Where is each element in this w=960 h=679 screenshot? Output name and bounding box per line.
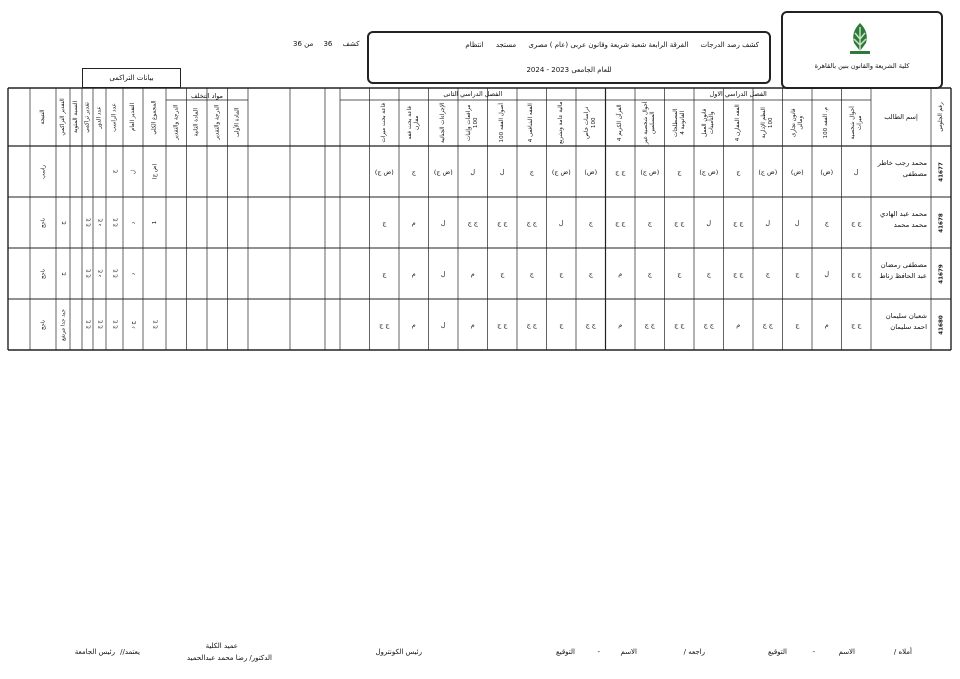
separator-2: - xyxy=(597,648,600,656)
summary-header: النتيجة xyxy=(39,109,46,125)
term2-grade-cell: م xyxy=(411,320,416,329)
summary-cell: ج د xyxy=(130,320,136,329)
term2-grade-cell: ج ج xyxy=(585,320,596,329)
term1-grade-cell: م xyxy=(736,320,741,329)
term1-subject-header: القرآن الكريم 4 xyxy=(616,104,623,141)
term2-grade-cell: ج xyxy=(411,167,416,176)
term2-subject-header: الفقه الشافعى 4 xyxy=(528,102,535,143)
summary-cell xyxy=(70,248,82,299)
term1-subject-header: م. الفقه 100 xyxy=(823,106,830,139)
term1-grade-cell: ل xyxy=(794,218,800,227)
dean-name: الدكتور/ رضا محمد عبدالحميد xyxy=(186,654,272,662)
summary-cell: ل xyxy=(130,169,136,174)
term2-grade-cell: ل xyxy=(470,167,476,176)
sheet-total: من 36 xyxy=(293,40,314,48)
term1-grade-cell: (ض) xyxy=(790,167,804,176)
summary-cell: ج xyxy=(60,271,66,276)
name-label-1: الاسم xyxy=(838,648,855,656)
summary-header: النسبة المئوية xyxy=(72,100,79,134)
term1-grade-cell: م xyxy=(824,320,829,329)
term1-grade-cell: ل xyxy=(824,269,830,278)
summary-cell: ناجح xyxy=(40,217,46,228)
carried-subject-header: المادة الثانية xyxy=(193,108,200,137)
term2-grade-cell: م xyxy=(411,218,416,227)
summary-cell: ج xyxy=(60,220,66,225)
reviewed-label: راجعه / xyxy=(683,648,705,656)
summary-cell: (ض ج) xyxy=(151,163,158,180)
summary-cell: ج ج xyxy=(96,320,103,329)
term2-header: الفصل الدراسي الثانى xyxy=(443,90,503,98)
summary-cell xyxy=(70,299,82,350)
term1-grade-cell: ج xyxy=(647,269,652,278)
summary-cell xyxy=(93,146,106,197)
term2-subject-header: أصول الفقه 100 xyxy=(498,102,505,143)
summary-cell: ج ج xyxy=(111,218,118,227)
term1-grade-cell: ج xyxy=(824,218,829,227)
term2-grade-cell: ل xyxy=(440,218,446,227)
student-name-cell: محمد رجب خاطر مصطفى xyxy=(877,159,927,178)
term1-grade-cell: (ض) xyxy=(820,167,834,176)
status-new: مستجد xyxy=(495,41,517,49)
summary-header: التقدير التراكمي xyxy=(59,98,66,136)
term1-grade-cell: ج xyxy=(795,320,800,329)
cumulative-data-box: بيانات التراكمى xyxy=(82,68,181,88)
term2-subject-header: قاعة بحث ميراث xyxy=(380,102,387,143)
sheet-title: كشف رصد الدرجات xyxy=(700,41,759,49)
seat-number-cell: 41680 xyxy=(938,314,944,335)
separator-1: - xyxy=(812,648,815,656)
summary-header: تقدير تراكمي xyxy=(84,101,90,133)
term1-grade-cell: م xyxy=(618,269,623,278)
seat-number-cell: 41677 xyxy=(938,161,944,182)
term1-subject-header: أحوال شخصية غير المسلمين xyxy=(642,101,656,144)
seat-number-header: رقم الجلوس xyxy=(937,102,944,132)
term1-grade-cell: ج xyxy=(677,167,682,176)
term2-grade-cell: ج xyxy=(382,269,387,278)
term2-subject-header: مرافعات وإثبات 100 xyxy=(465,104,479,141)
term2-subject-header: الإجراءات الجنائية xyxy=(439,102,446,143)
summary-cell: ج ج xyxy=(84,269,91,278)
sheet-label: كشف xyxy=(342,40,360,48)
sheet-number-line xyxy=(285,40,359,48)
term2-grade-cell: (ض ج) xyxy=(374,167,394,176)
term1-grade-cell: ج ج xyxy=(851,218,862,227)
summary-cell xyxy=(82,146,93,197)
term1-grade-cell: ج xyxy=(795,269,800,278)
term1-grade-cell: ل xyxy=(765,218,771,227)
term1-grade-cell: ج xyxy=(706,269,711,278)
dictated-label: أملاه / xyxy=(893,648,912,656)
term2-grade-cell: ج xyxy=(529,269,534,278)
summary-cell: ج ج xyxy=(84,320,91,329)
university-head-label: رئيس الجامعة xyxy=(74,648,115,656)
term2-subject-header: دراسات خاص 100 xyxy=(583,106,597,139)
summary-cell: ناجح xyxy=(40,319,46,330)
summary-header: عدد الدور xyxy=(96,105,102,129)
approved-label: يعتمد// xyxy=(120,648,140,656)
summary-cell: ج ج xyxy=(111,269,118,278)
term1-grade-cell: (ض ج) xyxy=(640,167,660,176)
term1-subject-header: أحوال شخصية ميراث xyxy=(849,105,863,140)
carried-subject-header: الدرجة والتقدير xyxy=(213,104,220,141)
term1-grade-cell: ج xyxy=(677,269,682,278)
term1-grade-cell: (ض ج) xyxy=(758,167,778,176)
name-label-2: الاسم xyxy=(620,648,637,656)
sheet-level: الفرقة الرابعة شعبة شريعة وقانون عربى (عام ) مصرى xyxy=(528,41,689,49)
student-name-cell: شعبان سليمان احمد سليمان xyxy=(885,312,927,331)
term2-grade-cell: ج xyxy=(559,269,564,278)
term2-grade-cell: ج xyxy=(588,218,593,227)
term2-grade-cell: ج ج xyxy=(467,218,478,227)
term2-grade-cell: ج xyxy=(382,218,387,227)
term1-grade-cell: ج ج xyxy=(733,218,744,227)
term1-grade-cell: ج ج xyxy=(733,269,744,278)
term2-subject-header: مالية عامة وتشريع xyxy=(557,101,564,144)
term2-grade-cell: ج xyxy=(500,269,505,278)
term1-header: الفصل الدراسي الاول xyxy=(709,90,767,98)
term2-grade-cell: ج ج xyxy=(379,320,390,329)
term2-grade-cell: ج xyxy=(588,269,593,278)
summary-header: المجموع الكلي xyxy=(151,99,157,135)
carried-subject-header: المادة الأولى xyxy=(234,107,241,138)
term1-grade-cell: ج ج xyxy=(703,320,714,329)
term1-grade-cell: (ض ج) xyxy=(699,167,719,176)
carried-subject-header: الدرجة والتقدير xyxy=(172,104,179,141)
signature-footer xyxy=(0,640,960,670)
control-head-label: رئيس الكونترول xyxy=(375,648,422,656)
term1-grade-cell: ج ج xyxy=(674,320,685,329)
summary-cell: د xyxy=(130,221,136,224)
term2-grade-cell: ج ج xyxy=(526,320,537,329)
summary-cell: د xyxy=(130,272,136,275)
sign-label-1: التوقيع xyxy=(768,648,787,656)
term2-grade-cell: ج ج xyxy=(497,218,508,227)
summary-cell: ج ج xyxy=(84,218,91,227)
term1-subject-header: المصطلحات القانونية 4 xyxy=(672,108,686,137)
summary-cell: ج ج xyxy=(111,320,118,329)
term1-subject-header: النظم الإدارية 100 xyxy=(760,106,774,139)
term2-grade-cell: (ض ج) xyxy=(551,167,571,176)
term1-subject-header: قانون تجارى ومالى xyxy=(790,108,804,137)
term1-grade-cell: ج xyxy=(647,218,652,227)
term1-grade-cell: ج ج xyxy=(762,320,773,329)
term1-grade-cell: ج ج xyxy=(851,269,862,278)
carried-subjects-header: مواد التخلف xyxy=(191,92,223,100)
term2-grade-cell: ل xyxy=(558,218,564,227)
term2-grade-cell: ل xyxy=(440,269,446,278)
term2-grade-cell: م xyxy=(470,320,475,329)
term1-grade-cell: ج ج xyxy=(674,218,685,227)
summary-cell: ج xyxy=(111,169,118,174)
term1-subject-header: الفقه المقارن 4 xyxy=(734,104,741,141)
status-regular: انتظام xyxy=(465,41,484,49)
summary-cell xyxy=(143,248,166,299)
term1-grade-cell: ج ج xyxy=(644,320,655,329)
term2-grade-cell: ج ج xyxy=(497,320,508,329)
summary-cell: ج د xyxy=(96,269,103,278)
summary-cell: راسب xyxy=(40,164,46,179)
term2-grade-cell: م xyxy=(470,269,475,278)
sheet-title-box xyxy=(367,31,771,84)
term2-grade-cell: (ض) xyxy=(584,167,598,176)
faculty-emblem-icon xyxy=(844,21,876,57)
term1-grade-cell: ج ج xyxy=(851,320,862,329)
student-name-cell: محمد عبد الهادي محمد محمد xyxy=(879,210,927,229)
student-name-header: إسم الطالب xyxy=(884,113,918,121)
summary-cell: ج ج xyxy=(151,320,158,329)
seat-number-cell: 41678 xyxy=(938,212,944,233)
sign-label-2: التوقيع xyxy=(556,648,575,656)
student-name-cell: مصطفى رمضان عبد الحافظ زناط xyxy=(879,261,927,280)
term2-grade-cell: ج ج xyxy=(526,218,537,227)
term1-grade-cell: ل xyxy=(853,167,859,176)
summary-cell xyxy=(70,197,82,248)
sheet-number: 36 xyxy=(323,40,333,48)
term1-grade-cell: م xyxy=(618,320,623,329)
term2-subject-header: قاعة بحث فقه مقارن xyxy=(406,105,420,140)
academic-year: للعام الجامعى 2023 - 2024 xyxy=(526,66,612,74)
summary-cell: ج د xyxy=(96,218,103,227)
term1-grade-cell: ج xyxy=(765,269,770,278)
summary-cell: جيد جدا مرتفع xyxy=(60,308,66,341)
term2-grade-cell: ل xyxy=(499,167,505,176)
faculty-logo-box xyxy=(781,11,943,89)
summary-header: التقدير العام xyxy=(129,102,136,132)
term1-grade-cell: ج ج xyxy=(615,218,626,227)
sheet-title-line xyxy=(455,41,759,49)
term1-grade-cell: ج ج xyxy=(615,167,626,176)
summary-cell xyxy=(70,146,82,197)
seat-number-cell: 41679 xyxy=(938,263,944,284)
term2-grade-cell: ج xyxy=(559,320,564,329)
term2-grade-cell: ل xyxy=(440,320,446,329)
term1-subject-header: قانون العمل والتأمينات xyxy=(701,108,715,137)
term1-grade-cell: ج xyxy=(736,167,741,176)
term1-grade-cell: ل xyxy=(706,218,712,227)
dean-title: عميد الكلية xyxy=(205,642,238,650)
summary-cell xyxy=(56,146,70,197)
summary-cell: 1 xyxy=(151,220,158,225)
faculty-name: كلية الشريعة والقانون بنين بالقاهرة xyxy=(814,62,910,70)
summary-header: عدد الراسب xyxy=(111,102,117,132)
term2-grade-cell: م xyxy=(411,269,416,278)
term2-grade-cell: (ض ج) xyxy=(433,167,453,176)
term2-grade-cell: ج xyxy=(529,167,534,176)
summary-cell: ناجح xyxy=(40,268,46,279)
